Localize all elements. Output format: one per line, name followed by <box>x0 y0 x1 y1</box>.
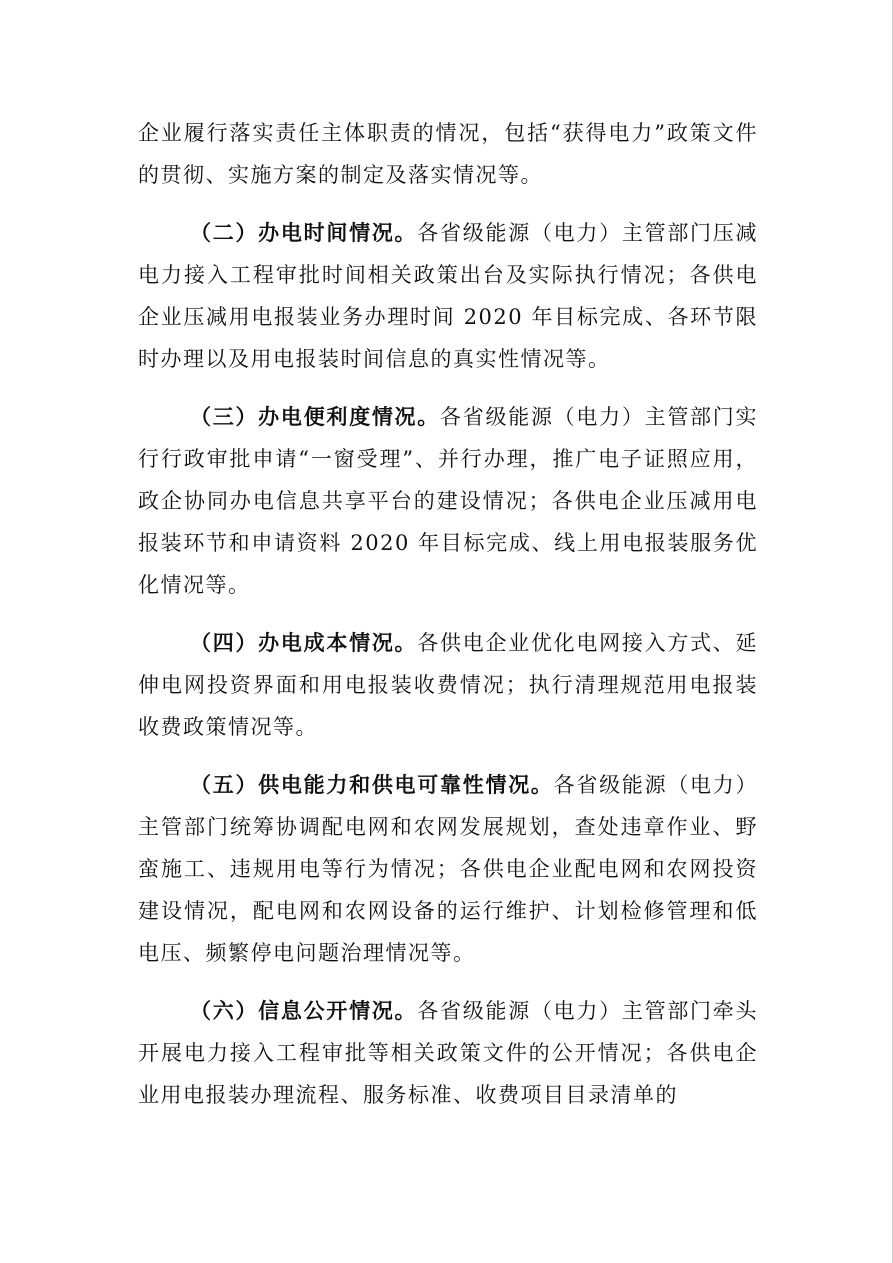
paragraph-section-6 <box>138 990 758 1116</box>
paragraph-section-2 <box>138 212 758 380</box>
section-heading: （六）信息公开情况。 <box>190 998 418 1023</box>
section-heading: （五）供电能力和供电可靠性情况。 <box>190 772 554 797</box>
paragraph-text: 各省级能源（电力）主管部门牵头开展电力接入工程审批等相关政策文件的公开情况；各供电企业用电报装办理流程、服务标准、收费项目目录清单的 <box>138 999 759 1107</box>
paragraph-section-3 <box>138 396 758 606</box>
paragraph-text: 各省级能源（电力）主管部门统筹协调配电网和农网发展规划，查处违章作业、野蛮施工、违规用电等行为情况；各供电企业配电网和农网投资建设情况，配电网和农网设备的运行维护、计划检修管理和低电压、频繁停电问题治理情况等。 <box>138 773 759 965</box>
paragraph-text: 各供电企业优化电网接入方式、延伸电网投资界面和用电报装收费情况；执行清理规范用电报装收费政策情况等。 <box>138 631 759 739</box>
section-heading: （四）办电成本情况。 <box>190 630 418 655</box>
paragraph-continuation <box>138 112 758 196</box>
section-heading: （二）办电时间情况。 <box>190 220 418 245</box>
document-body <box>138 112 758 1132</box>
paragraph-text: 企业履行落实责任主体职责的情况，包括“获得电力”政策文件的贯彻、实施方案的制定及落实情况等。 <box>138 121 758 187</box>
paragraph-section-4 <box>138 622 758 748</box>
paragraph-section-5 <box>138 764 758 974</box>
section-heading: （三）办电便利度情况。 <box>190 404 441 429</box>
paragraph-text: 各省级能源（电力）主管部门压减电力接入工程审批时间相关政策出台及实际执行情况；各供电企业压减用电报装业务办理时间 2020 年目标完成、各环节限时办理以及用电报装时间信息的真实性情况等。 <box>138 221 759 371</box>
paragraph-text: 各省级能源（电力）主管部门实行行政审批申请“一窗受理”、并行办理，推广电子证照应用，政企协同办电信息共享平台的建设情况；各供电企业压减用电报装环节和申请资料 2020 年目标完成、线上用电报装服务优化情况等。 <box>138 405 759 597</box>
